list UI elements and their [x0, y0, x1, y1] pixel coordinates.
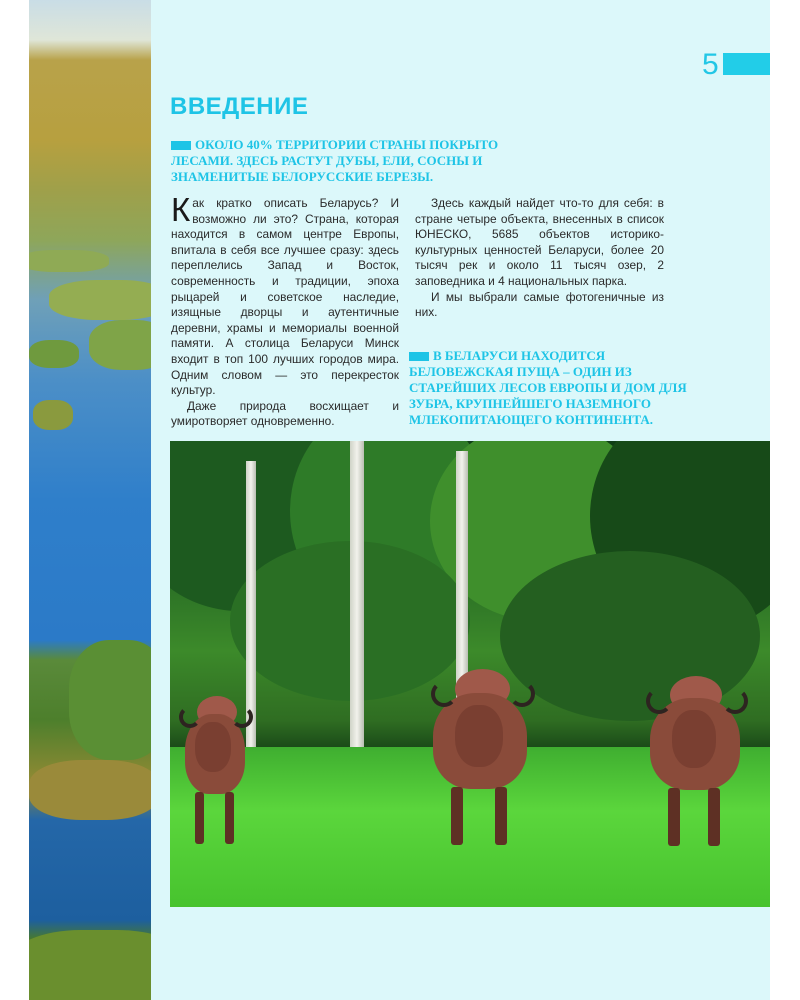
body-column-2: [415, 196, 664, 321]
lead-callout: [171, 137, 501, 185]
lead-text: ОКОЛО 40% ТЕРРИТОРИИ СТРАНЫ ПОКРЫТО ЛЕСАМИ. ЗДЕСЬ РАСТУТ ДУБЫ, ЕЛИ, СОСНЫ И ЗНАМЕНИТЫЕ БЕЛОРУССКИЕ БЕРЕЗЫ.: [171, 137, 499, 184]
body-column-1: [171, 191, 399, 430]
drop-cap: К: [171, 191, 191, 228]
bison-right: [640, 676, 750, 848]
page-number-bar: [723, 53, 770, 75]
aerial-marsh-photo: [29, 0, 151, 1000]
col2-paragraph-1: Здесь каждый найдет что-то для себя: в стране четыре объекта, внесенных в список ЮНЕСКО, 5685 объектов историко-культурных ценностей Беларуси, более 20 тысяч рек и около 11 тысяч озер, 2 заповедника и 4 национальных парка.: [415, 196, 664, 288]
quote-text: В БЕЛАРУСИ НАХОДИТСЯ БЕЛОВЕЖСКАЯ ПУЩА – ОДИН ИЗ СТАРЕЙШИХ ЛЕСОВ ЕВРОПЫ И ДОМ ДЛЯ ЗУБРА, КРУПНЕЙШЕГО НАЗЕМНОГО МЛЕКОПИТАЮЩЕГО КОНТИНЕНТА.: [409, 348, 687, 427]
bison-center: [425, 669, 535, 845]
bison-photo: [170, 441, 770, 907]
col1-paragraph-1-text: ак кратко описать Беларусь? И возможно ли это? Страна, которая находится в самом центре Европы, впитала в себя все лучшее сразу: здесь переплелись Запад и Восток, современность и традиции, эпоха рыцарей и советское наследие, изящные дворцы и аутентичные деревни, храмы и мемориалы военной памяти. А столица Беларуси Минск входит в топ 100 лучших городов мира. Одним словом — это перекресток культур.: [171, 196, 399, 398]
col1-paragraph-2: Даже природа восхищает и умиротворяет одновременно.: [171, 398, 399, 429]
bison-left: [175, 696, 255, 846]
col2-paragraph-2: И мы выбрали самые фотогеничные из них.: [415, 289, 664, 320]
quote-marker: [409, 352, 429, 361]
pull-quote: [409, 348, 709, 428]
page-number: 5: [702, 48, 719, 81]
page-title: ВВЕДЕНИЕ: [170, 93, 309, 120]
col1-paragraph-1: [171, 191, 399, 399]
lead-marker: [171, 141, 191, 150]
